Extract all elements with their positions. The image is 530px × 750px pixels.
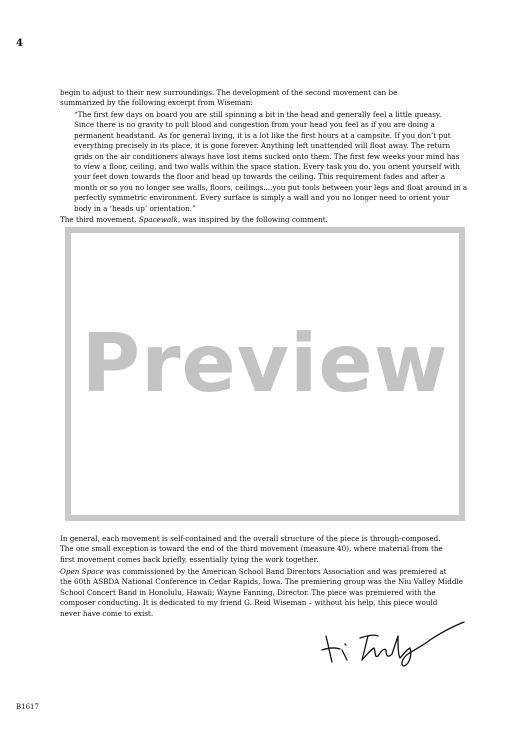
quote-line: month or so you no longer see walls, floors, ceilings....you put tools between your legs and float around in a (74, 182, 468, 192)
structure-line: In general, each movement is self-contained and the overall structure of the piece is through-composed. (60, 534, 441, 543)
premiere-line: School Concert Band in Honolulu, Hawaii; Wayne Fanning, Director. The piece was premiered with the (60, 587, 436, 597)
quote-line: permanent headstand. As for general living, it is a lot like the first hours at a campsite. If you don’t put (74, 130, 451, 140)
premiere-paragraph (60, 567, 480, 619)
quote-line: “The first few days on board you are still spinning a bit in the head and generally feel a little queasy. (74, 110, 442, 119)
work-title: Open Space (60, 567, 104, 576)
composer-signature (318, 620, 468, 670)
quote-line: your feet down towards the floor and head up towards the ceiling. This requirement fades and after a (74, 172, 446, 182)
third-movement-after: , was inspired by the following comment. (177, 215, 328, 224)
quote-line: perfectly symmetric environment. Every surface is simply a wall and you no longer need to orient your (74, 193, 450, 203)
quote-line: to view a floor, ceiling, and two walls within the space station. Every task you do, you orient yourself with (74, 162, 460, 172)
third-movement-paragraph (60, 215, 480, 225)
premiere-line: never have come to exist. (60, 608, 154, 618)
wiseman-quote (74, 110, 494, 214)
premiere-line: the 60th ASBDA National Conference in Cedar Rapids, Iowa. The premiering group was the Niu Valley Middle (60, 577, 463, 587)
intro-paragraph (60, 88, 480, 109)
quote-line: grids on the air conditioners always have lost items sucked onto them. The first few weeks your mind has (74, 151, 460, 161)
quote-line: everything precisely in its place, it is gone forever. Anything left unattended will float away. The return (74, 141, 451, 151)
catalog-number: B1617 (16, 703, 39, 711)
structure-line: first movement comes back briefly, essentially tying the work together. (60, 554, 319, 564)
premiere-line: composer conducting. It is dedicated to my friend G. Reid Wiseman – without his help, this piece would (60, 598, 438, 608)
structure-line: The one small exception is toward the end of the third movement (measure 40), where material from the (60, 544, 443, 554)
page-number: 4 (16, 38, 23, 49)
third-movement-title: Spacewalk (138, 215, 178, 224)
quote-line: Since there is no gravity to pull blood and congestion from your head you feel as if you are doing a (74, 120, 435, 130)
intro-line: begin to adjust to their new surroundings. The development of the second movement can be (60, 88, 398, 97)
preview-watermark: Preview (81, 317, 449, 410)
premiere-line: was commissioned by the American School Band Directors Association and was premiered at (103, 567, 447, 576)
third-movement-before: The third movement, (60, 215, 139, 224)
structure-paragraph (60, 534, 480, 565)
quote-line: body in a ‘heads up’ orientation.” (74, 203, 196, 213)
intro-line: summarized by the following excerpt from Wiseman: (60, 98, 253, 108)
